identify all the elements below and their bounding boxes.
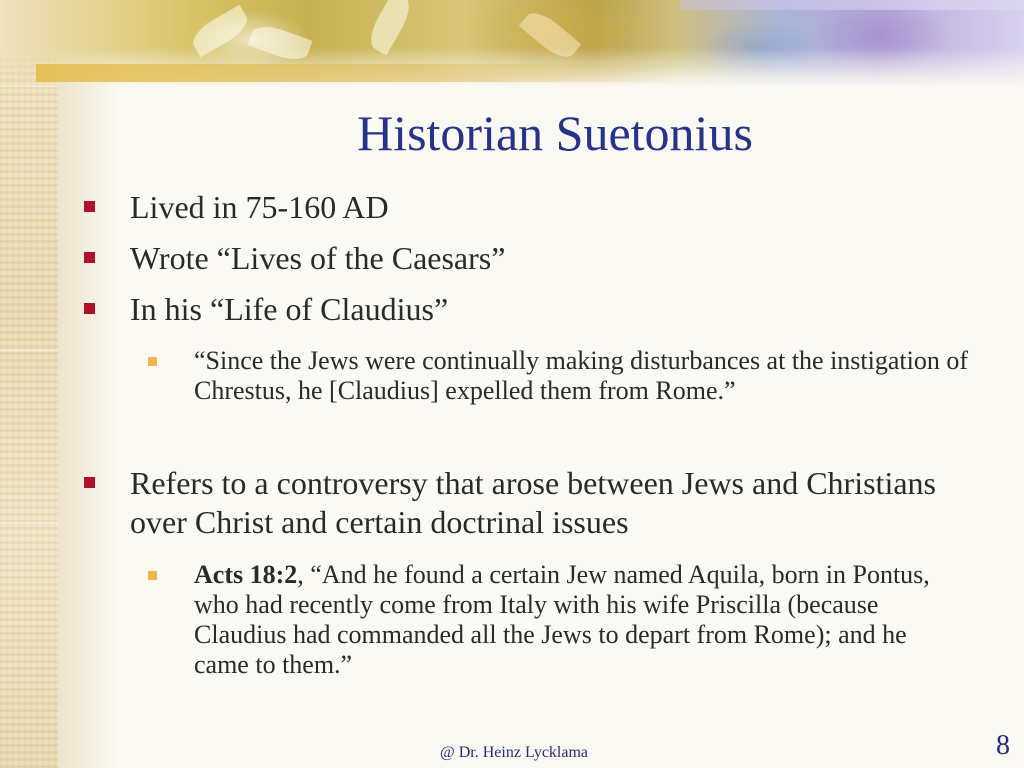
lavender-band xyxy=(680,0,1024,10)
sub-bullet-item xyxy=(194,560,964,680)
bullet-square-icon xyxy=(84,252,95,263)
left-fade xyxy=(58,0,118,768)
slide-title: Historian Suetonius xyxy=(357,105,753,161)
sub-bullet-square-icon xyxy=(148,571,157,580)
bullet-text: Wrote “Lives of the Caesars” xyxy=(130,240,506,276)
sub-bullet-square-icon xyxy=(148,357,157,366)
sub-bullet-text: “Since the Jews were continually making disturbances at the instigation of Chrestus, he [Claudius] expelled them from Rome.” xyxy=(194,346,969,405)
bullet-text: Lived in 75-160 AD xyxy=(130,189,389,225)
left-parchment-strip xyxy=(0,0,58,768)
bullet-square-icon xyxy=(84,201,95,212)
gold-band xyxy=(36,64,676,82)
bullet-item xyxy=(130,239,990,278)
bullet-item xyxy=(130,188,990,227)
page-number: 8 xyxy=(996,730,1010,761)
bullet-item xyxy=(130,290,990,329)
footer-credit: @ Dr. Heinz Lycklama xyxy=(440,744,589,761)
bullet-text: In his “Life of Claudius” xyxy=(130,291,449,327)
sub-bullet-text: , “And he found a certain Jew named Aquila, born in Pontus, who had recently come from Italy with his wife Priscilla (because Claudius had commanded all the Jews to depart from Rome); and he came to them.” xyxy=(194,560,930,679)
bullet-item xyxy=(130,464,970,542)
sub-bullet-item xyxy=(194,346,984,406)
scripture-reference: Acts 18:2 xyxy=(194,560,298,589)
bullet-text: Refers to a controversy that arose between Jews and Christians over Christ and certain doctrinal issues xyxy=(130,465,936,540)
bullet-square-icon xyxy=(84,477,95,488)
bullet-square-icon xyxy=(84,303,95,314)
